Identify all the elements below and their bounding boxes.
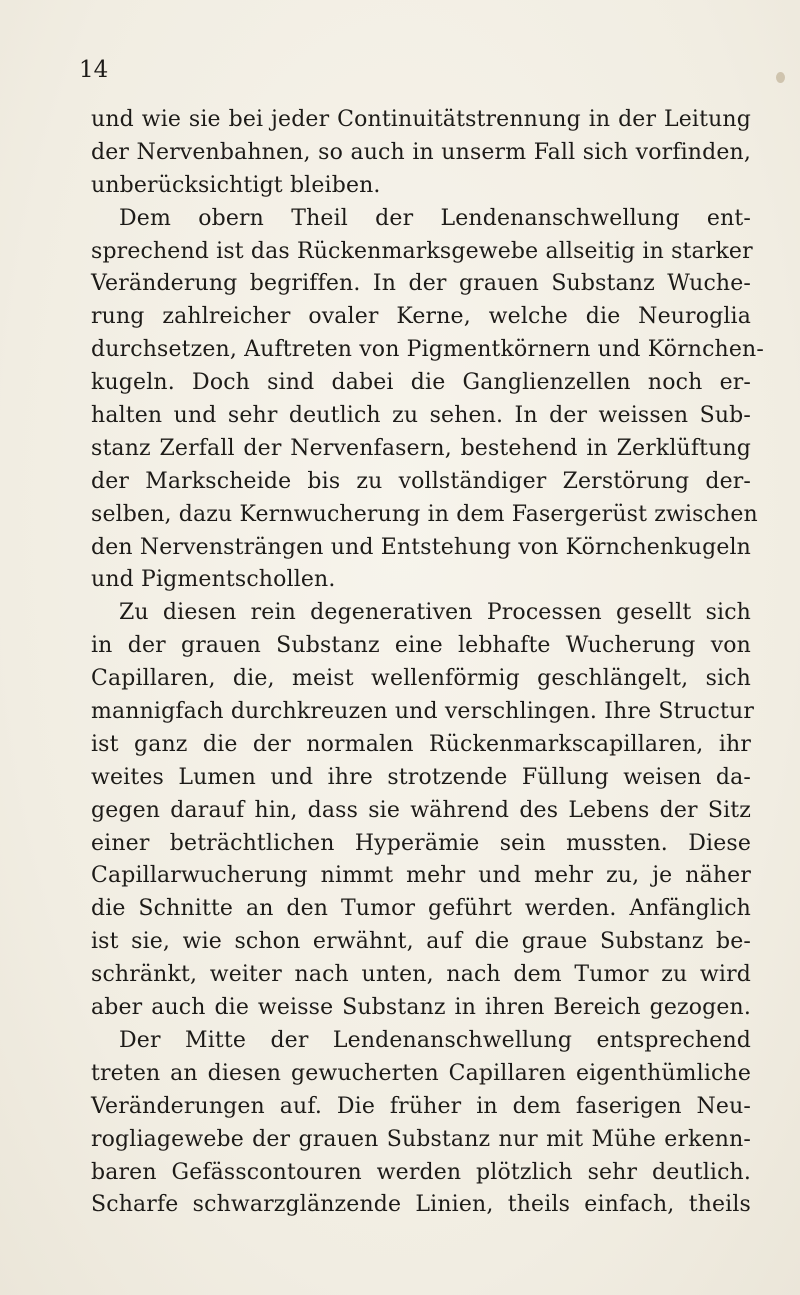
text-line: einer beträchtlichen Hyperämie sein mussten. Diese <box>91 830 751 856</box>
text-line: Dem obern Theil der Lendenanschwellung ent- <box>119 205 751 231</box>
text-line: unberücksichtigt bleiben. <box>91 172 381 198</box>
page-number: 14 <box>79 57 109 83</box>
text-line: stanz Zerfall der Nervenfasern, bestehend in Zerklüftung <box>91 435 751 461</box>
text-line: weites Lumen und ihre strotzende Füllung weisen da- <box>91 764 751 790</box>
paper-stain <box>776 72 785 83</box>
text-line: rogliagewebe der grauen Substanz nur mit Mühe erkenn- <box>91 1126 751 1152</box>
text-line: Der Mitte der Lendenanschwellung entsprechend <box>119 1027 751 1053</box>
text-line: Capillaren, die, meist wellenförmig geschlängelt, sich <box>91 666 751 692</box>
text-line: gegen darauf hin, dass sie während des Lebens der Sitz <box>91 797 751 823</box>
text-line: halten und sehr deutlich zu sehen. In der weissen Sub- <box>91 403 751 429</box>
text-line: treten an diesen gewucherten Capillaren eigenthümliche <box>91 1060 751 1086</box>
text-line: die Schnitte an den Tumor geführt werden. Anfänglich <box>91 896 751 922</box>
text-line: Veränderungen auf. Die früher in dem faserigen Neu- <box>91 1093 751 1119</box>
text-line: Scharfe schwarzglänzende Linien, theils einfach, theils <box>91 1192 751 1218</box>
body-text <box>91 104 764 1222</box>
text-line: der Markscheide bis zu vollständiger Zerstörung der- <box>91 468 751 494</box>
text-line: aber auch die weisse Substanz in ihren Bereich gezogen. <box>91 995 751 1021</box>
text-line: in der grauen Substanz eine lebhafte Wucherung von <box>91 633 751 659</box>
text-line: sprechend ist das Rückenmarksgewebe allseitig in starker <box>91 238 753 264</box>
text-line: mannigfach durchkreuzen und verschlingen. Ihre Structur <box>91 699 754 725</box>
text-line: ist sie, wie schon erwähnt, auf die graue Substanz be- <box>91 929 751 955</box>
text-line: durchsetzen, Auftreten von Pigmentkörnern und Körnchen- <box>91 337 764 363</box>
text-line: baren Gefässcontouren werden plötzlich sehr deutlich. <box>91 1159 751 1185</box>
text-line: Zu diesen rein degenerativen Processen gesellt sich <box>119 600 751 626</box>
text-line: schränkt, weiter nach unten, nach dem Tumor zu wird <box>91 962 751 988</box>
text-line: selben, dazu Kernwucherung in dem Fasergerüst zwischen <box>91 501 758 527</box>
text-line: Capillarwucherung nimmt mehr und mehr zu, je näher <box>91 863 751 889</box>
text-line: den Nervensträngen und Entstehung von Körnchenkugeln <box>91 534 751 560</box>
text-line: der Nervenbahnen, so auch in unserm Fall sich vorfinden, <box>91 139 751 165</box>
text-line: kugeln. Doch sind dabei die Ganglienzellen noch er- <box>91 370 751 396</box>
text-line: und Pigmentschollen. <box>91 567 336 593</box>
text-line: ist ganz die der normalen Rückenmarkscapillaren, ihr <box>91 731 751 757</box>
text-line: und wie sie bei jeder Continuitätstrennung in der Leitung <box>91 107 751 132</box>
text-line: Veränderung begriffen. In der grauen Substanz Wuche- <box>91 271 751 297</box>
text-line: rung zahlreicher ovaler Kerne, welche die Neuroglia <box>91 304 751 330</box>
